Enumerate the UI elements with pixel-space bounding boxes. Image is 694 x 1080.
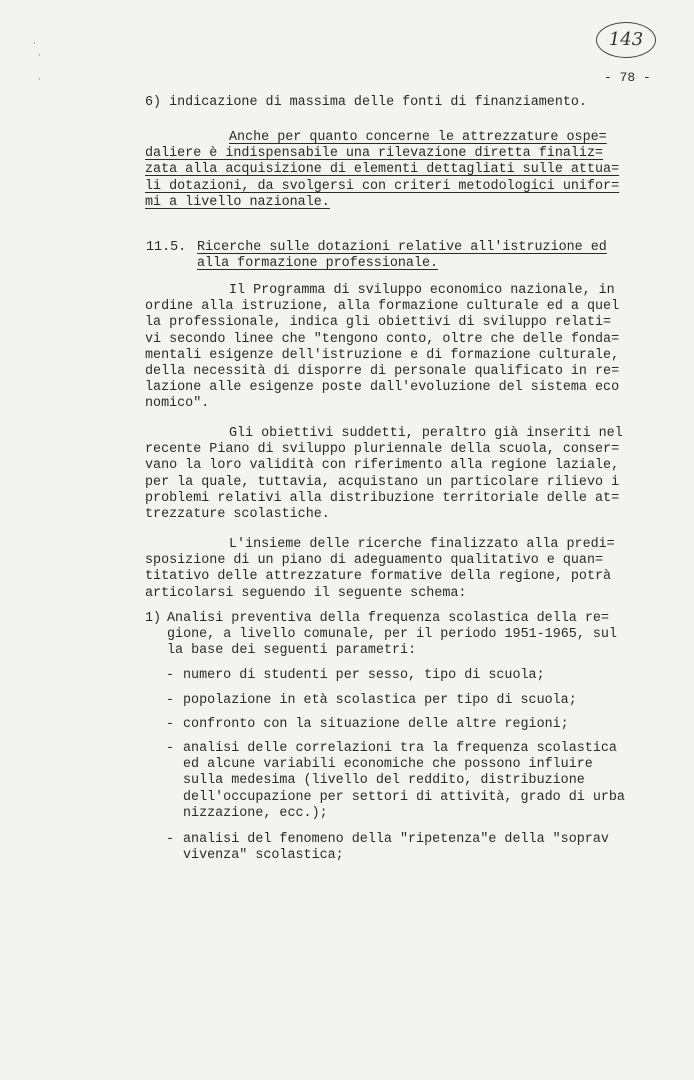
text-line: Analisi preventiva della frequenza scolastica della re= xyxy=(167,611,609,626)
text-line: daliere è indispensabile una rilevazione diretta finaliz= xyxy=(145,146,604,162)
list-item-1 xyxy=(167,611,617,660)
section-number: 11.5. xyxy=(146,240,187,255)
paragraph-2 xyxy=(145,426,623,523)
text-line: Gli obiettivi suddetti, peraltro già inseriti nel xyxy=(229,426,623,441)
paragraph-underlined xyxy=(145,130,619,211)
text-line: nizzazione, ecc.); xyxy=(183,805,328,821)
text-line: li dotazioni, da svolgersi con criteri metodologici unifor= xyxy=(145,178,620,194)
section-title xyxy=(197,240,607,272)
text-line: vivenza" scolastica; xyxy=(183,848,344,864)
text-line: L'insieme delle ricerche finalizzato alla predi= xyxy=(229,537,615,552)
bullet-dash: - xyxy=(166,741,175,756)
text-line: della necessità di disporre di personale qualificato in re= xyxy=(145,364,620,380)
bullet-item xyxy=(183,668,545,684)
text-line: trezzature scolastiche. xyxy=(145,507,330,523)
text-line: dell'occupazione per settori di attività, grado di urba xyxy=(183,789,625,805)
bullet-item xyxy=(183,717,569,733)
text-line: numero di studenti per sesso, tipo di scuola; xyxy=(183,668,545,683)
text-line: sposizione di un piano di adeguamento qualitativo e quan= xyxy=(145,553,604,569)
text-line: titativo delle attrezzature formative della regione, potrà xyxy=(145,569,612,585)
page-number: - 78 - xyxy=(604,70,651,85)
text-line: la professionale, indica gli obiettivi di sviluppo relati= xyxy=(145,315,612,331)
section-title-line: Ricerche sulle dotazioni relative all'istruzione ed xyxy=(197,240,607,255)
text-line: analisi del fenomeno della "ripetenza"e della "soprav xyxy=(183,832,609,847)
page-stamp: 143 xyxy=(596,22,656,58)
bullet-dash: - xyxy=(166,693,175,708)
text-line: ed alcune variabili economiche che possono influire xyxy=(183,757,593,773)
text-line: Anche per quanto concerne le attrezzature ospe= xyxy=(229,130,607,145)
text-line: confronto con la situazione delle altre regioni; xyxy=(183,717,569,732)
bullet-item xyxy=(183,741,625,822)
bullet-dash: - xyxy=(166,832,175,847)
text-line: Il Programma di sviluppo economico nazionale, in xyxy=(229,283,615,298)
bullet-dash: - xyxy=(166,717,175,732)
text-line: zata alla acquisizione di elementi dettagliati sulle attua= xyxy=(145,162,620,178)
bullet-item xyxy=(183,693,577,709)
text-line: analisi delle correlazioni tra la frequenza scolastica xyxy=(183,741,617,756)
bullet-item xyxy=(183,832,609,864)
text-line: la base dei seguenti parametri: xyxy=(167,643,417,659)
bullet-dash: - xyxy=(166,668,175,683)
margin-specks: · · · xyxy=(32,39,42,84)
text-line: vano la loro validità con riferimento alla regione laziale, xyxy=(145,458,620,474)
text-line: gione, a livello comunale, per il periodo 1951-1965, sul xyxy=(167,627,617,643)
section-title-line: alla formazione professionale. xyxy=(197,256,439,272)
text-line: sulla medesima (livello del reddito, distribuzione xyxy=(183,773,585,789)
item-6: 6) indicazione di massima delle fonti di finanziamento. xyxy=(145,95,587,110)
text-line: problemi relativi alla distribuzione territoriale delle at= xyxy=(145,490,620,506)
text-line: popolazione in età scolastica per tipo di scuola; xyxy=(183,693,577,708)
text-line: nomico". xyxy=(145,396,210,412)
paragraph-1 xyxy=(145,283,619,413)
text-line: mi a livello nazionale. xyxy=(145,194,330,210)
text-line: articolarsi seguendo il seguente schema: xyxy=(145,585,467,601)
text-line: recente Piano di sviluppo pluriennale della scuola, conser= xyxy=(145,442,620,458)
list-number: 1) xyxy=(145,611,162,626)
text-line: ordine alla istruzione, alla formazione culturale ed a quel xyxy=(145,299,620,315)
text-line: vi secondo linee che "tengono conto, oltre che delle fonda= xyxy=(145,331,620,347)
text-line: mentali esigenze dell'istruzione e di formazione culturale, xyxy=(145,347,620,363)
text-line: per la quale, tuttavia, acquistano un particolare rilievo i xyxy=(145,474,620,490)
paragraph-3 xyxy=(145,537,615,602)
text-line: lazione alle esigenze poste dall'evoluzione del sistema eco xyxy=(145,380,620,396)
